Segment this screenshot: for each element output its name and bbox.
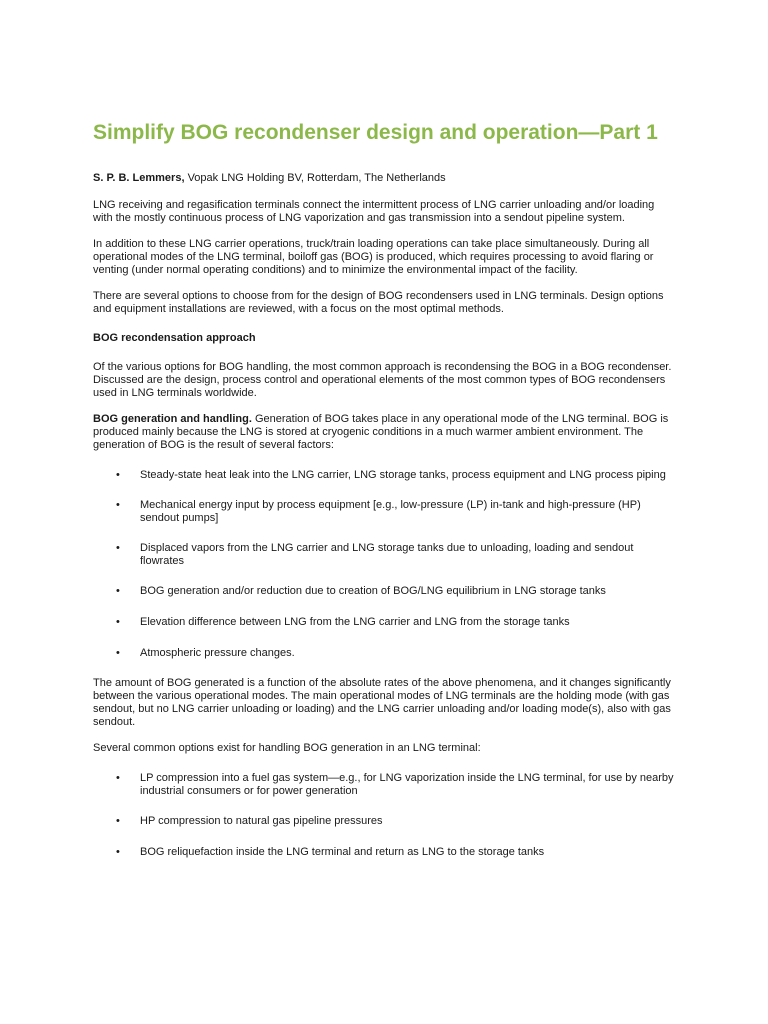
list-item xyxy=(93,772,674,798)
paragraph-bog-generation xyxy=(93,413,674,452)
list-item-text: LP compression into a fuel gas system—e.g., for LNG vaporization inside the LNG terminal, for use by nearby industrial consumers or for power generation xyxy=(140,772,674,797)
list-item xyxy=(93,542,674,568)
bullet-icon: • xyxy=(116,499,120,511)
bullet-icon: • xyxy=(116,772,120,784)
factors-list xyxy=(93,469,674,660)
list-item xyxy=(93,585,674,598)
paragraph-intro: LNG receiving and regasification terminals connect the intermittent process of LNG carrier unloading and/or loading with the mostly continuous process of LNG vaporization and gas transmission into a sendout pipeline system. xyxy=(93,199,655,224)
author-affiliation: Vopak LNG Holding BV, Rotterdam, The Netherlands xyxy=(184,172,446,184)
bullet-icon: • xyxy=(116,647,120,659)
list-item xyxy=(93,499,674,525)
author-name: S. P. B. Lemmers, xyxy=(93,172,185,184)
list-item xyxy=(93,616,674,629)
options-list xyxy=(93,772,674,859)
bullet-icon: • xyxy=(116,815,120,827)
paragraph-carrier-operations: In addition to these LNG carrier operations, truck/train loading operations can take place simultaneously. During all operational modes of the LNG terminal, boiloff gas (BOG) is produced, which requires processing to avoid flaring or venting (under normal operating conditions) and to minimize the environmental impact of the facility. xyxy=(93,238,654,276)
paragraph-lead: BOG generation and handling. xyxy=(93,413,252,425)
list-item-text: HP compression to natural gas pipeline pressures xyxy=(140,815,383,827)
bullet-icon: • xyxy=(116,469,120,481)
list-item-text: Steady-state heat leak into the LNG carrier, LNG storage tanks, process equipment and LNG process piping xyxy=(140,469,666,481)
article-title: Simplify BOG recondenser design and operation—Part 1 xyxy=(93,121,658,144)
list-item-text: BOG reliquefaction inside the LNG terminal and return as LNG to the storage tanks xyxy=(140,846,545,858)
list-item xyxy=(93,815,674,828)
bullet-icon: • xyxy=(116,616,120,628)
section-heading: BOG recondensation approach xyxy=(93,332,256,344)
paragraph-design-options: There are several options to choose from for the design of BOG recondensers used in LNG terminals. Design options and equipment installations are reviewed, with a focus on the most optimal methods. xyxy=(93,290,664,315)
list-item-text: Elevation difference between LNG from the LNG carrier and LNG from the storage tanks xyxy=(140,616,570,628)
byline xyxy=(93,171,674,185)
list-item-text: Atmospheric pressure changes. xyxy=(140,647,295,659)
list-item-text: Displaced vapors from the LNG carrier and LNG storage tanks due to unloading, loading and sendout flowrates xyxy=(140,542,634,567)
bullet-icon: • xyxy=(116,542,120,554)
list-item-text: BOG generation and/or reduction due to creation of BOG/LNG equilibrium in LNG storage tanks xyxy=(140,585,606,597)
bullet-icon: • xyxy=(116,846,120,858)
list-item-text: Mechanical energy input by process equipment [e.g., low-pressure (LP) in-tank and high-pressure (HP) sendout pumps] xyxy=(140,499,641,524)
bullet-icon: • xyxy=(116,585,120,597)
paragraph-recondensation: Of the various options for BOG handling, the most common approach is recondensing the BOG in a BOG recondenser. Discussed are the design, process control and operational elements of the most common types of BOG recondensers used in LNG terminals worldwide. xyxy=(93,361,672,399)
list-item xyxy=(93,846,674,859)
paragraph-handling-options: Several common options exist for handling BOG generation in an LNG terminal: xyxy=(93,742,481,754)
list-item xyxy=(93,647,674,660)
list-item xyxy=(93,469,674,482)
paragraph-body: Generation of BOG takes place in any operational mode of the LNG terminal. BOG is produced mainly because the LNG is stored at cryogenic conditions in a much warmer ambient environment. The generation of BOG is the result of several factors: xyxy=(93,413,669,451)
paragraph-amount-of-bog: The amount of BOG generated is a function of the absolute rates of the above phenomena, and it changes significantly between the various operational modes. The main operational modes of LNG terminals are the holding mode (with gas sendout, but no LNG carrier unloading or loading) and the LNG carrier unloading and/or loading mode(s), also with gas sendout. xyxy=(93,677,671,728)
